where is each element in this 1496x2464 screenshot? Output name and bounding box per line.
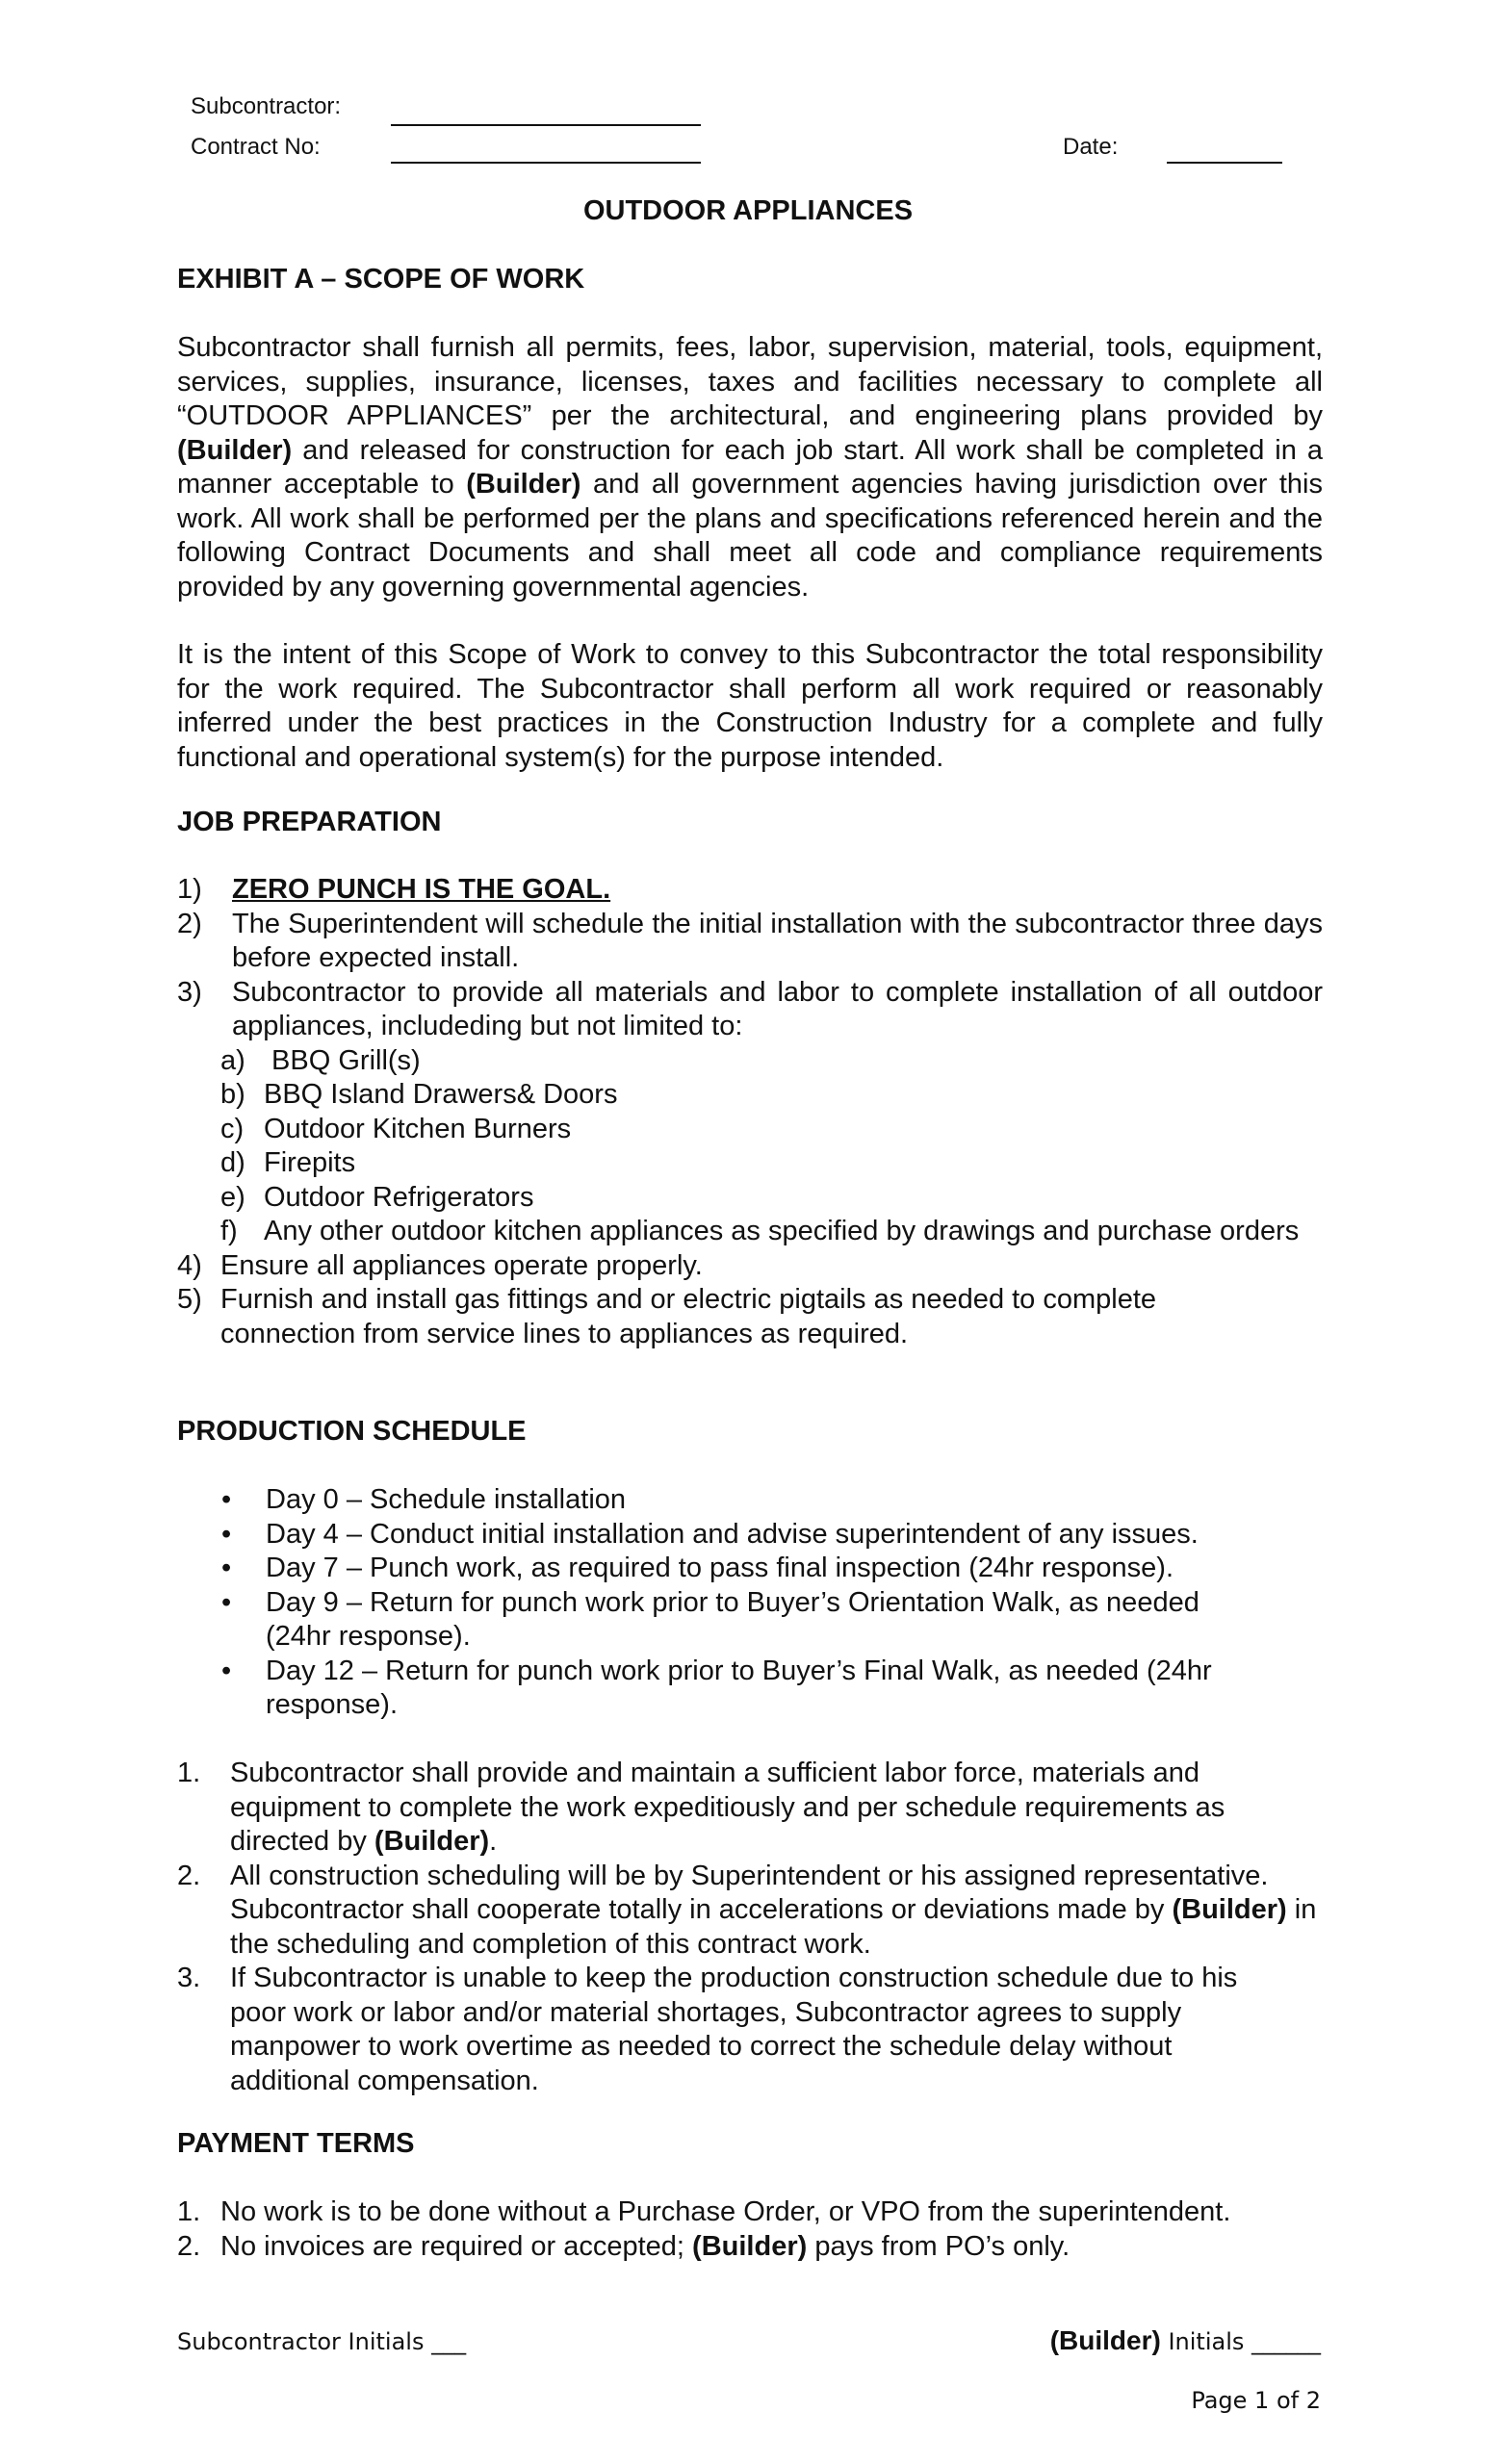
bullet-icon: • xyxy=(221,1484,232,1515)
bullet-item xyxy=(177,1655,1323,1723)
intro-paragraph-2: It is the intent of this Scope of Work to convey to this Subcontractor the total responsibility for the work required. The Subcontractor shall perform all work required or reasonably inferred under the best practices in the Construction Industry for a complete and fully functional and operational system(s) for the purpose intended. xyxy=(177,639,1323,773)
list-item xyxy=(177,2230,1323,2265)
sublist-letter: b) xyxy=(220,1079,245,1110)
builder-ref: (Builder) xyxy=(692,2230,808,2262)
bullet-item xyxy=(177,1518,1323,1553)
job-preparation-heading: JOB PREPARATION xyxy=(177,807,442,837)
job-preparation-list xyxy=(177,873,1323,1351)
list-number: 5) xyxy=(177,1284,202,1315)
sublist-text: Outdoor Kitchen Burners xyxy=(264,1113,572,1144)
bullet-item xyxy=(177,1586,1323,1655)
list-text: Furnish and install gas fittings and or electric pigtails as needed to complete connection from service lines to appliances as required. xyxy=(220,1284,1157,1349)
list-text: Ensure all appliances operate properly. xyxy=(220,1249,703,1281)
sublist-item xyxy=(220,1181,1323,1216)
intro-p1-text-b: and released for construction for each job start. All work shall be completed in a manner acceptable to xyxy=(177,434,1323,500)
list-text: If Subcontractor is unable to keep the production construction schedule due to his poor work or labor and/or material shortages, Subcontractor agrees to supply manpower to work overtime as needed to correct the schedule delay without additional compensation. xyxy=(230,1963,1238,2096)
list-number: 2) xyxy=(177,908,202,939)
list-text-end: . xyxy=(489,1826,498,1857)
sublist-letter: f) xyxy=(220,1216,238,1246)
list-item xyxy=(177,1283,1323,1351)
list-number: 3. xyxy=(177,1963,201,1993)
list-item xyxy=(177,1757,1323,1860)
sublist-item xyxy=(220,1113,1323,1147)
builder-initials-label: Initials ______ xyxy=(1160,2328,1321,2355)
exhibit-heading: EXHIBIT A – SCOPE OF WORK xyxy=(177,264,585,295)
subcontractor-label: Subcontractor: xyxy=(191,93,342,119)
list-item xyxy=(177,976,1323,1044)
list-number: 2. xyxy=(177,1860,201,1891)
builder-ref: (Builder) xyxy=(374,1826,490,1857)
list-number: 2. xyxy=(177,2230,201,2262)
zero-punch-goal: ZERO PUNCH IS THE GOAL. xyxy=(232,874,611,905)
bullet-icon: • xyxy=(221,1553,232,1583)
list-text-end: in the scheduling and completion of this contract work. xyxy=(230,1894,1317,1960)
bullet-text: Day 7 – Punch work, as required to pass final inspection (24hr response). xyxy=(266,1553,1174,1583)
sublist-letter: e) xyxy=(220,1181,245,1213)
appliance-sublist xyxy=(220,1044,1323,1249)
sublist-letter: a) xyxy=(220,1044,245,1076)
intro-paragraph-1 xyxy=(177,331,1323,604)
page-title: OUTDOOR APPLIANCES xyxy=(582,195,914,226)
contract-no-label: Contract No: xyxy=(191,134,321,160)
list-text-end: pays from PO’s only. xyxy=(807,2230,1070,2262)
intro-p1-text-a: Subcontractor shall furnish all permits, fees, labor, supervision, material, tools, equipment, services, supplies, insurance, licenses, taxes and facilities necessary to complete all “OUTDOOR APPLIANCES” per the architectural, and engineering plans provided by xyxy=(177,332,1323,431)
subcontractor-field[interactable] xyxy=(391,124,701,126)
sublist-item xyxy=(220,1146,1323,1181)
sublist-item xyxy=(220,1078,1323,1113)
list-text: The Superintendent will schedule the initial installation with the subcontractor three days before expected install. xyxy=(232,908,1323,973)
bullet-text: Day 0 – Schedule installation xyxy=(266,1484,627,1515)
contract-no-field[interactable] xyxy=(391,162,701,164)
schedule-bullet-list xyxy=(177,1483,1323,1723)
sublist-letter: c) xyxy=(220,1113,245,1144)
bullet-icon: • xyxy=(221,1586,232,1618)
bullet-item xyxy=(177,1483,1323,1518)
schedule-numbered-list xyxy=(177,1757,1323,2098)
sublist-item xyxy=(220,1044,1323,1079)
date-field[interactable] xyxy=(1167,162,1282,164)
builder-initials xyxy=(1050,2325,1321,2356)
list-item xyxy=(177,873,1323,908)
list-number: 1) xyxy=(177,874,202,905)
sublist-letter: d) xyxy=(220,1147,245,1178)
list-number: 1. xyxy=(177,2196,201,2227)
builder-ref: (Builder) xyxy=(177,434,293,466)
list-item xyxy=(177,1249,1323,1284)
list-text: Subcontractor shall provide and maintain a sufficient labor force, materials and equipment to complete the work expeditiously and per schedule requirements as directed by xyxy=(230,1758,1225,1857)
production-schedule-heading: PRODUCTION SCHEDULE xyxy=(177,1416,527,1447)
sublist-text: BBQ Grill(s) xyxy=(264,1044,421,1076)
payment-terms-heading: PAYMENT TERMS xyxy=(177,2128,415,2159)
sublist-text: Any other outdoor kitchen appliances as specified by drawings and purchase orders xyxy=(264,1216,1300,1246)
list-number: 1. xyxy=(177,1758,201,1788)
bullet-icon: • xyxy=(221,1655,232,1686)
date-label: Date: xyxy=(1063,134,1119,160)
list-text: No work is to be done without a Purchase Order, or VPO from the superintendent. xyxy=(220,2196,1231,2227)
list-item xyxy=(177,1860,1323,1963)
list-item xyxy=(177,2195,1323,2230)
sublist-text: BBQ Island Drawers& Doors xyxy=(264,1079,618,1110)
list-text: Subcontractor to provide all materials and labor to complete installation of all outdoor appliances, includeding but not limited to: xyxy=(232,976,1323,1041)
sublist-item xyxy=(220,1215,1323,1249)
builder-ref: (Builder) xyxy=(466,469,581,500)
list-text: No invoices are required or accepted; xyxy=(220,2230,693,2262)
bullet-item xyxy=(177,1552,1323,1586)
builder-ref: (Builder) xyxy=(1172,1894,1287,1925)
bullet-text: Day 4 – Conduct initial installation and advise superintendent of any issues. xyxy=(266,1518,1199,1550)
list-number: 3) xyxy=(177,976,202,1008)
intro-p1-text-c: and all government agencies having jurisdiction over this work. All work shall be performed per the plans and specifications referenced herein and the following Contract Documents and shall meet all code and compliance requirements provided by any governing governmental agencies. xyxy=(177,469,1323,603)
subcontractor-initials: Subcontractor Initials ___ xyxy=(177,2328,467,2355)
list-item xyxy=(177,908,1323,976)
bullet-text: Day 9 – Return for punch work prior to Buyer’s Orientation Walk, as needed (24hr response). xyxy=(266,1586,1199,1652)
page-number: Page 1 of 2 xyxy=(1191,2387,1321,2414)
list-text: All construction scheduling will be by Superintendent or his assigned representative. Subcontractor shall cooperate totally in accelerations or deviations made by xyxy=(230,1860,1269,1925)
sublist-text: Firepits xyxy=(264,1147,356,1178)
list-item xyxy=(177,1962,1323,2098)
builder-ref: (Builder) xyxy=(1049,2325,1161,2355)
bullet-text: Day 12 – Return for punch work prior to Buyer’s Final Walk, as needed (24hr response). xyxy=(266,1655,1212,1720)
sublist-text: Outdoor Refrigerators xyxy=(264,1181,534,1213)
bullet-icon: • xyxy=(221,1518,232,1550)
list-number: 4) xyxy=(177,1249,202,1281)
payment-terms-list xyxy=(177,2195,1323,2264)
